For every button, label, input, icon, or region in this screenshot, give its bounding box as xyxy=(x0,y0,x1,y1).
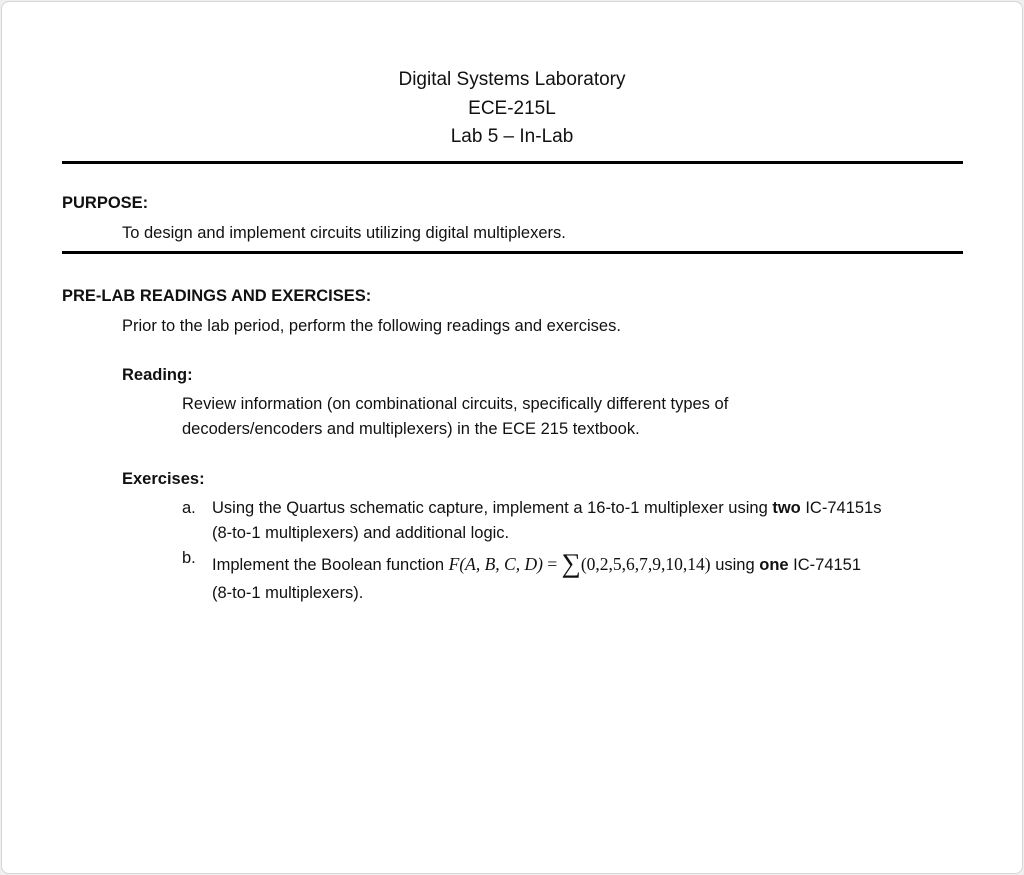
exercise-item-b-marker: b. xyxy=(182,548,196,567)
document-title-line-3: Lab 5 – In-Lab xyxy=(450,126,574,147)
reading-heading: Reading: xyxy=(122,365,193,384)
reading-body-line-2: decoders/encoders and multiplexers) in the ECE 215 textbook. xyxy=(182,419,640,438)
exercises-list xyxy=(182,496,982,606)
horizontal-rule-purpose xyxy=(62,251,963,254)
item-b-text-after-bold: IC-74151 xyxy=(788,555,862,574)
item-b-text-after-formula: using xyxy=(710,555,760,574)
exercises-heading: Exercises: xyxy=(122,469,205,488)
exercise-item-a-text xyxy=(212,496,982,546)
exercise-item-a-line-1 xyxy=(212,496,982,521)
document-title-line-2: ECE-215L xyxy=(468,97,556,119)
boolean-function-minterms: (0,2,5,6,7,9,10,14) xyxy=(580,553,711,574)
exercise-item-b-line-2: (8-to-1 multiplexers). xyxy=(212,583,364,602)
reading-body xyxy=(182,392,1022,442)
item-b-bold-word: one xyxy=(759,555,789,574)
reading-body-line-1: Review information (on combinational circuits, specifically different types of xyxy=(182,394,729,413)
exercise-item-a xyxy=(182,496,982,546)
purpose-body: To design and implement circuits utilizing digital multiplexers. xyxy=(122,223,566,242)
prelab-intro: Prior to the lab period, perform the following readings and exercises. xyxy=(122,316,621,335)
exercise-item-b-text xyxy=(212,546,982,606)
purpose-heading: PURPOSE: xyxy=(62,193,149,212)
item-b-text-before-formula: Implement the Boolean function xyxy=(212,555,449,574)
title-block xyxy=(2,66,1022,152)
exercise-item-a-marker: a. xyxy=(182,498,196,517)
exercise-item-b xyxy=(182,546,982,606)
summation-sigma-symbol: ∑ xyxy=(561,547,581,578)
document-title-line-1: Digital Systems Laboratory xyxy=(398,69,626,90)
item-a-text-before-bold: Using the Quartus schematic capture, implement a 16-to-1 multiplexer using xyxy=(212,498,773,517)
item-a-bold-word: two xyxy=(772,498,801,517)
document-page xyxy=(1,1,1023,874)
exercise-item-b-line-1 xyxy=(212,548,982,581)
item-a-text-after-bold: IC-74151s xyxy=(800,498,882,517)
exercise-item-a-line-2: (8-to-1 multiplexers) and additional logic. xyxy=(212,523,510,542)
prelab-heading: PRE-LAB READINGS AND EXERCISES: xyxy=(62,286,372,305)
lab-handout xyxy=(2,66,1022,874)
horizontal-rule-title xyxy=(62,161,963,164)
boolean-function-lhs: F(A, B, C, D) xyxy=(448,553,543,574)
boolean-function-equals: = xyxy=(542,553,562,574)
